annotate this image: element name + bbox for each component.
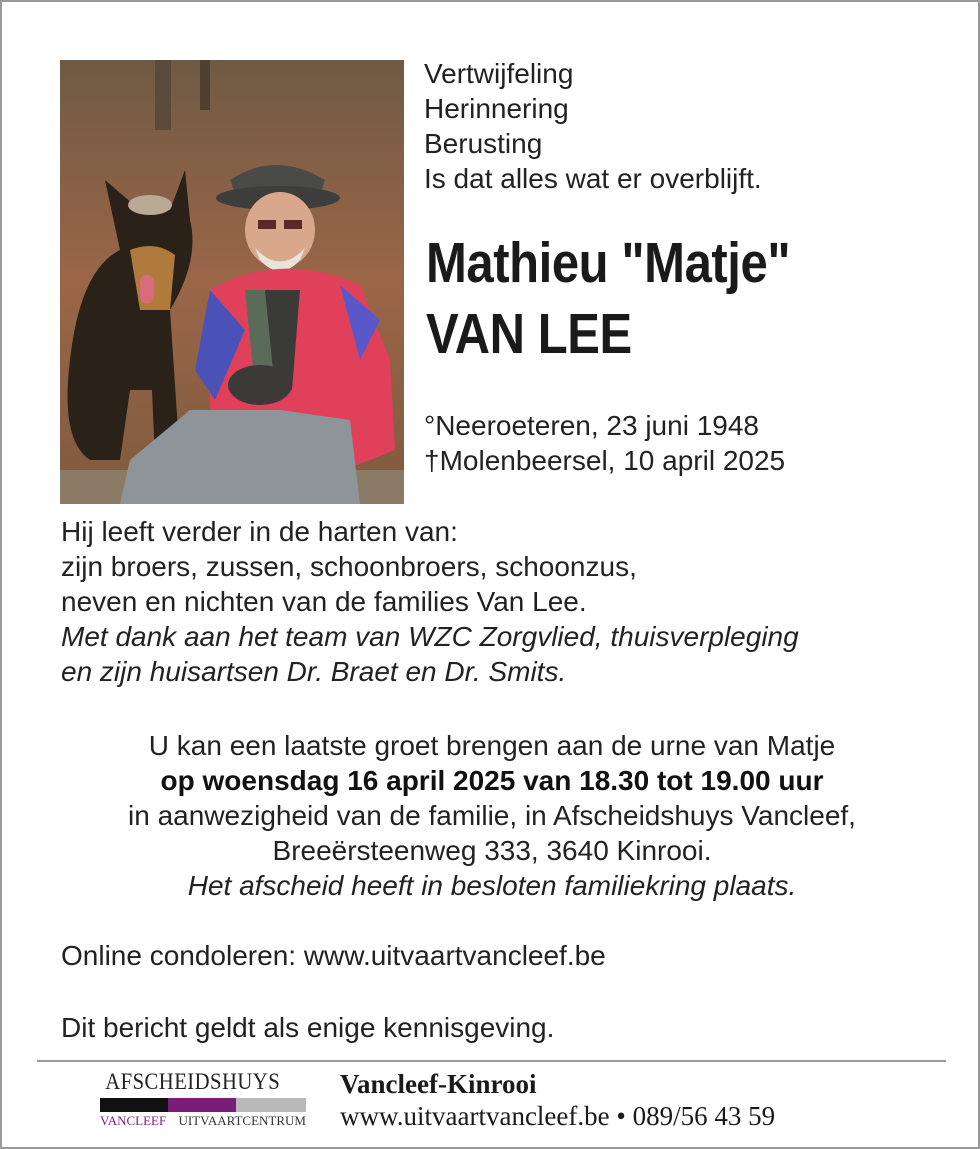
service-datetime: op woensdag 16 april 2025 van 18.30 tot 19.00 uur [160, 765, 824, 796]
deceased-name [426, 228, 790, 370]
logo-bar-purple [168, 1098, 236, 1112]
logo-bar-grey [236, 1098, 306, 1112]
logo-title: AFSCHEIDSHUYS [105, 1069, 281, 1094]
service-block [2, 728, 980, 903]
logo-bar-black [100, 1098, 168, 1112]
online-condolence[interactable]: Online condoleren: www.uitvaartvancleef.be [61, 940, 606, 971]
poem-line: Berusting [424, 128, 543, 159]
survivors-intro: Hij leeft verder in de harten van: [61, 516, 458, 547]
survivors-block [61, 514, 799, 689]
service-address: Breeërsteenweg 333, 3640 Kinrooi. [272, 835, 712, 866]
service-line: U kan een laatste groet brengen aan de urne van Matje [148, 730, 836, 761]
survivors-line: neven en nichten van de families Van Lee. [61, 586, 587, 617]
logo-sub-vancleef: VANCLEEF [100, 1113, 167, 1128]
name-first: Mathieu "Matje" [426, 231, 791, 295]
funeral-home-info [340, 1068, 775, 1132]
survivors-line: zijn broers, zussen, schoonbroers, schoonzus, [61, 551, 637, 582]
poem-line: Vertwijfeling [424, 58, 574, 89]
logo-sub-uitvaartcentrum: UITVAARTCENTRUM [178, 1113, 306, 1128]
funeral-home-contact[interactable]: www.uitvaartvancleef.be • 089/56 43 59 [340, 1101, 776, 1131]
life-dates [424, 408, 785, 478]
afscheidshuys-logo [100, 1068, 306, 1130]
portrait-photo [60, 60, 404, 504]
poem-line: Is dat alles wat er overblijft. [424, 163, 762, 194]
poem-line: Herinnering [424, 93, 569, 124]
service-note: Het afscheid heeft in besloten familiekring plaats. [187, 870, 797, 901]
name-last: VAN LEE [426, 302, 632, 366]
logo-subtitle [100, 1113, 306, 1129]
thanks-line: en zijn huisartsen Dr. Braet en Dr. Smits. [61, 656, 567, 687]
death-date: †Molenbeersel, 10 april 2025 [424, 445, 786, 476]
birth-date: °Neeroeteren, 23 juni 1948 [424, 410, 759, 441]
service-line: in aanwezigheid van de familie, in Afscheidshuys Vancleef, [128, 800, 856, 831]
portrait-illustration [60, 60, 404, 504]
poem [424, 56, 762, 196]
footer-divider [37, 1060, 946, 1062]
logo-color-bar [100, 1098, 306, 1112]
notice-text: Dit bericht geldt als enige kennisgeving. [61, 1012, 555, 1043]
funeral-home-name: Vancleef-Kinrooi [340, 1069, 537, 1099]
thanks-line: Met dank aan het team van WZC Zorgvlied, thuisverpleging [61, 621, 799, 652]
